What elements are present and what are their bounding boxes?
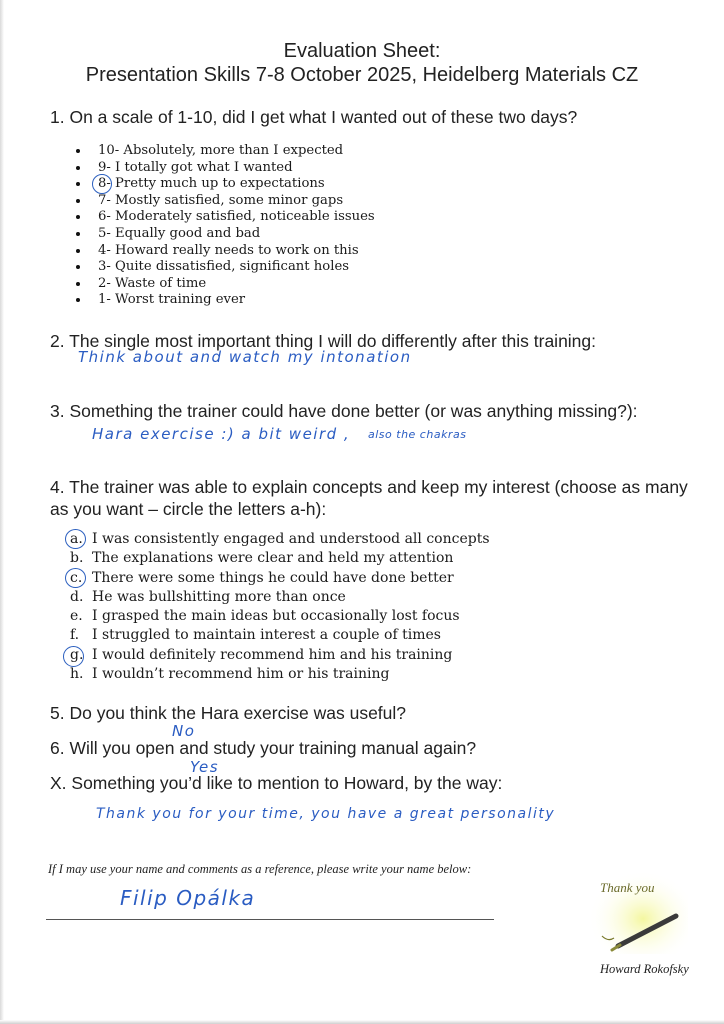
choice-letter: c.: [70, 569, 83, 586]
trainer-choices-list: [70, 530, 490, 684]
scale-option-4: 4- Howard really needs to work on this: [76, 243, 375, 260]
sheet-subtitle: Presentation Skills 7-8 October 2025, Heidelberg Materials CZ: [85, 64, 639, 86]
circle-choice-a: [65, 529, 86, 549]
choice-text: I struggled to maintain interest a couple of times: [92, 627, 441, 644]
question-3: 3. Something the trainer could have done better (or was anything missing?):: [50, 401, 638, 421]
question-4: 4. The trainer was able to explain concepts and keep my interest (choose as many as you want – circle the letters a-h):: [50, 477, 688, 519]
scale-option-9: 9- I totally got what I wanted: [76, 160, 375, 177]
choice-letter: d.: [70, 588, 84, 605]
choice-text: I would definitely recommend him and his training: [92, 646, 453, 663]
page-bottom-shadow: [0, 1020, 724, 1024]
answer-3-handwriting: Hara exercise :) a bit weird ,: [92, 425, 351, 443]
choice-b: [70, 549, 490, 568]
question-2: 2. The single most important thing I will do differently after this training:: [50, 331, 597, 351]
question-5: 5. Do you think the Hara exercise was useful?: [50, 703, 407, 723]
rating-scale-list: [76, 143, 375, 309]
author-name: Howard Rokofsky: [600, 962, 689, 976]
answer-5-handwriting: No: [172, 722, 196, 740]
signature-line: [46, 919, 494, 920]
answer-2-handwriting: Think about and watch my intonation: [78, 348, 412, 366]
circle-choice-g: [63, 646, 84, 667]
scale-option-10: 10- Absolutely, more than I expected: [76, 143, 375, 160]
choice-h: [70, 665, 490, 684]
reference-note: If I may use your name and comments as a reference, please write your name below:: [48, 862, 472, 876]
page-edge-shadow: [0, 0, 4, 1024]
thank-you-pen-logo: [588, 866, 688, 954]
answer-6-handwriting: Yes: [190, 758, 220, 776]
choice-text: The explanations were clear and held my attention: [92, 550, 454, 567]
choice-text: I wouldn’t recommend him or his training: [92, 666, 390, 683]
choice-letter: f.: [70, 627, 80, 644]
answer-x-handwriting: Thank you for your time, you have a great personality: [96, 806, 556, 822]
scale-option-8: 8- Pretty much up to expectations: [76, 176, 375, 193]
choice-letter: a.: [70, 531, 83, 547]
question-1: 1. On a scale of 1-10, did I get what I wanted out of these two days?: [50, 107, 578, 127]
scale-option-7: 7- Mostly satisfied, some minor gaps: [76, 193, 375, 210]
choice-g: [70, 646, 490, 665]
choice-d: [70, 588, 490, 607]
choice-letter: g.: [70, 646, 84, 663]
circle-choice-c: [65, 568, 86, 588]
answer-3-handwriting-small: also the chakras: [368, 428, 467, 441]
sheet-title: Evaluation Sheet:: [283, 40, 441, 62]
scale-option-1: 1- Worst training ever: [76, 292, 375, 309]
scale-option-2: 2- Waste of time: [76, 276, 375, 293]
choice-e: [70, 607, 490, 626]
choice-letter: b.: [70, 550, 84, 567]
choice-f: [70, 626, 490, 645]
scale-option-5: 5- Equally good and bad: [76, 226, 375, 243]
choice-text: There were some things he could have done better: [92, 569, 454, 586]
selected-rating-circle: [92, 174, 112, 194]
choice-text: He was bullshitting more than once: [92, 588, 346, 605]
signature-handwriting: Filip Opálka: [120, 886, 256, 910]
scale-option-6: 6- Moderately satisfied, noticeable issues: [76, 209, 375, 226]
choice-c: [70, 569, 490, 588]
choice-text: I was consistently engaged and understood all concepts: [92, 531, 490, 547]
choice-letter: h.: [70, 666, 84, 683]
scale-option-3: 3- Quite dissatisfied, significant holes: [76, 259, 375, 276]
choice-letter: e.: [70, 608, 83, 625]
question-6: 6. Will you open and study your training manual again?: [50, 738, 477, 758]
choice-text: I grasped the main ideas but occasionally lost focus: [92, 608, 460, 625]
choice-a: [70, 530, 490, 549]
logo-text: Thank you: [600, 880, 655, 895]
question-x: X. Something you’d like to mention to Howard, by the way:: [50, 773, 503, 793]
